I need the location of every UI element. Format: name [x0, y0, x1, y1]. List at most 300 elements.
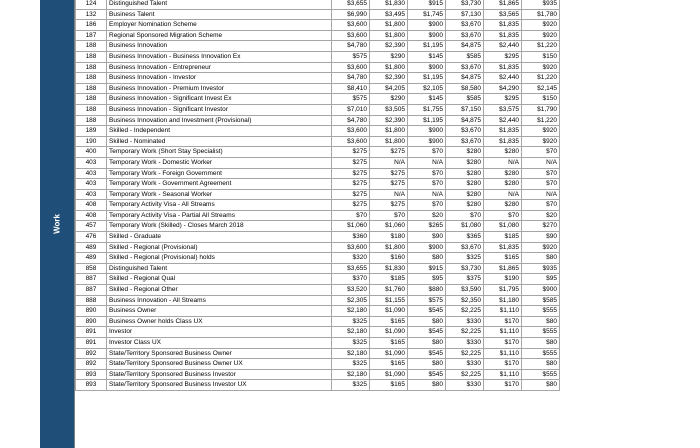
fee-cell: $370 [332, 274, 370, 285]
fee-cell: $1,080 [484, 221, 522, 232]
subclass-cell: 888 [76, 295, 107, 306]
fee-cell: $900 [408, 136, 446, 147]
fee-cell: $900 [408, 20, 446, 31]
visa-name-cell: Business Innovation - Premium Investor [107, 83, 332, 94]
fee-cell: $150 [522, 94, 560, 105]
fee-cell: $80 [408, 380, 446, 391]
fee-cell: $1,835 [484, 242, 522, 253]
fee-cell: $280 [484, 168, 522, 179]
fee-cell: $375 [446, 274, 484, 285]
fee-cell: $80 [522, 359, 560, 370]
subclass-cell: 893 [76, 369, 107, 380]
subclass-cell: 186 [76, 20, 107, 31]
fee-cell: $70 [522, 168, 560, 179]
fee-cell: $80 [522, 253, 560, 264]
table-row [76, 221, 560, 232]
table-row [76, 200, 560, 211]
fee-cell: $185 [370, 274, 408, 285]
fee-cell: $170 [484, 338, 522, 349]
fee-cell: $280 [446, 157, 484, 168]
fee-cell: $915 [408, 263, 446, 274]
fee-cell: $2,180 [332, 327, 370, 338]
table-row [76, 306, 560, 317]
fee-cell: $4,875 [446, 115, 484, 126]
fee-cell: $185 [484, 232, 522, 243]
subclass-cell: 457 [76, 221, 107, 232]
fee-cell: $6,990 [332, 9, 370, 20]
fee-cell: N/A [484, 157, 522, 168]
fee-cell: $1,060 [332, 221, 370, 232]
subclass-cell: 891 [76, 327, 107, 338]
fee-cell: $280 [446, 168, 484, 179]
fee-cell: $4,780 [332, 73, 370, 84]
table-row [76, 295, 560, 306]
subclass-cell: 188 [76, 104, 107, 115]
fee-cell: $3,600 [332, 62, 370, 73]
fee-cell: $545 [408, 306, 446, 317]
fee-cell: $7,130 [446, 9, 484, 20]
fee-cell: $160 [370, 253, 408, 264]
fee-cell: $330 [446, 359, 484, 370]
fee-cell: $3,520 [332, 285, 370, 296]
fee-cell: $70 [408, 147, 446, 158]
fee-cell: $1,180 [484, 295, 522, 306]
fee-cell: $1,220 [522, 73, 560, 84]
fee-cell: $70 [484, 210, 522, 221]
table-row [76, 168, 560, 179]
subclass-cell: 403 [76, 189, 107, 200]
fee-cell: $545 [408, 348, 446, 359]
fee-cell: $900 [408, 126, 446, 137]
fee-cell: $170 [484, 359, 522, 370]
fee-cell: $1,830 [370, 263, 408, 274]
fee-cell: $3,590 [446, 285, 484, 296]
visa-fee-table [75, 0, 560, 391]
visa-name-cell: Business Innovation - Entrepreneur [107, 62, 332, 73]
subclass-cell: 403 [76, 179, 107, 190]
fee-cell: $920 [522, 62, 560, 73]
fee-cell: $275 [370, 200, 408, 211]
category-cell [40, 0, 75, 448]
fee-cell: $1,760 [370, 285, 408, 296]
fee-cell: $3,505 [370, 104, 408, 115]
fee-cell: $4,780 [332, 115, 370, 126]
fee-cell: $1,800 [370, 62, 408, 73]
table-row [76, 115, 560, 126]
fee-cell: $3,730 [446, 263, 484, 274]
fee-cell: $365 [446, 232, 484, 243]
fee-cell: $190 [484, 274, 522, 285]
table-row [76, 104, 560, 115]
visa-name-cell: Skilled - Graduate [107, 232, 332, 243]
fee-cell: $555 [522, 306, 560, 317]
fee-cell: $265 [408, 221, 446, 232]
fee-cell: $3,670 [446, 126, 484, 137]
subclass-cell: 489 [76, 242, 107, 253]
fee-cell: $3,655 [332, 263, 370, 274]
fee-cell: $3,575 [484, 104, 522, 115]
fee-cell: $330 [446, 338, 484, 349]
fee-cell: $1,110 [484, 306, 522, 317]
visa-name-cell: Skilled - Regional Other [107, 285, 332, 296]
fee-cell: $275 [370, 168, 408, 179]
fee-cell: $1,155 [370, 295, 408, 306]
fee-cell: $4,875 [446, 73, 484, 84]
fee-cell: $4,780 [332, 41, 370, 52]
visa-name-cell: Business Owner [107, 306, 332, 317]
visa-name-cell: Business Innovation - Business Innovation Ex [107, 51, 332, 62]
subclass-cell: 890 [76, 316, 107, 327]
fee-cell: N/A [370, 189, 408, 200]
table-row [76, 263, 560, 274]
fee-cell: $1,745 [408, 9, 446, 20]
visa-name-cell: Employer Nomination Scheme [107, 20, 332, 31]
fee-cell: $900 [522, 285, 560, 296]
visa-name-cell: Temporary Work - Domestic Worker [107, 157, 332, 168]
fee-cell: $2,350 [446, 295, 484, 306]
table-row [76, 147, 560, 158]
fee-cell: $1,060 [370, 221, 408, 232]
fee-cell: $2,305 [332, 295, 370, 306]
subclass-cell: 400 [76, 147, 107, 158]
fee-cell: $1,835 [484, 30, 522, 41]
fee-cell: $1,090 [370, 327, 408, 338]
subclass-cell: 190 [76, 136, 107, 147]
category-label: Work [52, 214, 62, 234]
table-row [76, 179, 560, 190]
fee-cell: $1,835 [484, 20, 522, 31]
fee-cell: $70 [370, 210, 408, 221]
visa-name-cell: Investor [107, 327, 332, 338]
fee-cell: $3,730 [446, 0, 484, 9]
fee-cell: $70 [522, 147, 560, 158]
fee-cell: $900 [408, 62, 446, 73]
fee-cell: $1,195 [408, 73, 446, 84]
table-row [76, 316, 560, 327]
fee-cell: $295 [484, 51, 522, 62]
fee-cell: $275 [332, 157, 370, 168]
visa-name-cell: Temporary Activity Visa - All Streams [107, 200, 332, 211]
table-row [76, 20, 560, 31]
subclass-cell: 892 [76, 348, 107, 359]
fee-cell: $2,180 [332, 348, 370, 359]
fee-cell: $325 [332, 316, 370, 327]
fee-cell: N/A [408, 157, 446, 168]
fee-cell: $1,800 [370, 242, 408, 253]
fee-cell: $900 [408, 30, 446, 41]
subclass-cell: 188 [76, 51, 107, 62]
fee-cell: $2,145 [522, 83, 560, 94]
fee-cell: $1,830 [370, 0, 408, 9]
fee-cell: $275 [332, 200, 370, 211]
fee-cell: $1,865 [484, 0, 522, 9]
fee-cell: $90 [408, 232, 446, 243]
visa-name-cell: Investor Class UX [107, 338, 332, 349]
fee-cell: $2,180 [332, 369, 370, 380]
fee-cell: $320 [332, 253, 370, 264]
fee-cell: $1,755 [408, 104, 446, 115]
subclass-cell: 891 [76, 338, 107, 349]
table-body [76, 0, 560, 390]
fee-cell: $3,600 [332, 20, 370, 31]
table-row [76, 380, 560, 391]
table-row [76, 189, 560, 200]
fee-cell: $280 [484, 147, 522, 158]
fee-cell: $2,390 [370, 41, 408, 52]
fee-cell: $3,495 [370, 9, 408, 20]
fee-cell: $2,440 [484, 115, 522, 126]
fee-cell: $7,150 [446, 104, 484, 115]
fee-cell: $20 [408, 210, 446, 221]
fee-cell: $575 [332, 51, 370, 62]
fee-cell: $2,225 [446, 327, 484, 338]
fee-cell: $20 [522, 210, 560, 221]
visa-name-cell: Temporary Work - Government Agreement [107, 179, 332, 190]
fee-cell: N/A [522, 157, 560, 168]
visa-name-cell: Business Owner holds Class UX [107, 316, 332, 327]
table-row [76, 41, 560, 52]
fee-cell: $880 [408, 285, 446, 296]
table-row [76, 83, 560, 94]
fee-cell: $165 [370, 380, 408, 391]
subclass-cell: 887 [76, 285, 107, 296]
visa-name-cell: Temporary Work (Short Stay Specialist) [107, 147, 332, 158]
subclass-cell: 188 [76, 94, 107, 105]
fee-cell: $70 [446, 210, 484, 221]
fee-cell: $4,875 [446, 41, 484, 52]
table-row [76, 94, 560, 105]
fee-cell: $325 [446, 253, 484, 264]
fee-cell: $165 [370, 316, 408, 327]
fee-cell: $275 [332, 189, 370, 200]
table-row [76, 0, 560, 9]
fee-cell: $920 [522, 20, 560, 31]
table-row [76, 9, 560, 20]
fee-cell: $3,600 [332, 136, 370, 147]
fee-cell: $145 [408, 94, 446, 105]
visa-name-cell: Temporary Work (Skilled) - Closes March 2018 [107, 221, 332, 232]
subclass-cell: 124 [76, 0, 107, 9]
table-row [76, 51, 560, 62]
fee-cell: $70 [408, 168, 446, 179]
fee-cell: $150 [522, 51, 560, 62]
visa-name-cell: Skilled - Nominated [107, 136, 332, 147]
fee-cell: $935 [522, 263, 560, 274]
table-row [76, 338, 560, 349]
fee-cell: $920 [522, 30, 560, 41]
fee-cell: $2,390 [370, 73, 408, 84]
fee-cell: N/A [484, 189, 522, 200]
visa-name-cell: Distinguished Talent [107, 263, 332, 274]
table-row [76, 348, 560, 359]
table-row [76, 242, 560, 253]
subclass-cell: 188 [76, 62, 107, 73]
visa-name-cell: Skilled - Independent [107, 126, 332, 137]
fee-cell: $275 [332, 179, 370, 190]
fee-cell: $4,290 [484, 83, 522, 94]
fee-cell: $275 [370, 147, 408, 158]
fee-cell: $70 [408, 200, 446, 211]
fee-cell: $585 [446, 94, 484, 105]
fee-cell: $585 [522, 295, 560, 306]
fee-cell: $80 [408, 253, 446, 264]
fee-cell: $1,080 [446, 221, 484, 232]
fee-cell: $1,835 [484, 136, 522, 147]
subclass-cell: 476 [76, 232, 107, 243]
visa-name-cell: Business Innovation - Significant Investor [107, 104, 332, 115]
fee-cell: $3,670 [446, 20, 484, 31]
fee-cell: $1,835 [484, 126, 522, 137]
fee-cell: $3,600 [332, 126, 370, 137]
table-row [76, 30, 560, 41]
visa-name-cell: Business Innovation - Investor [107, 73, 332, 84]
fee-cell: $290 [370, 51, 408, 62]
visa-name-cell: State/Territory Sponsored Business Owner UX [107, 359, 332, 370]
subclass-cell: 892 [76, 359, 107, 370]
fee-cell: $575 [332, 94, 370, 105]
fee-cell: $8,410 [332, 83, 370, 94]
fee-cell: $325 [332, 380, 370, 391]
table-row [76, 327, 560, 338]
fee-cell: $1,865 [484, 263, 522, 274]
subclass-cell: 188 [76, 41, 107, 52]
fee-cell: $7,010 [332, 104, 370, 115]
fee-cell: $280 [484, 200, 522, 211]
visa-name-cell: State/Territory Sponsored Business Investor UX [107, 380, 332, 391]
fee-cell: $1,800 [370, 20, 408, 31]
table-row [76, 369, 560, 380]
fee-cell: $1,795 [484, 285, 522, 296]
fee-cell: $165 [370, 359, 408, 370]
visa-name-cell: Business Innovation [107, 41, 332, 52]
fee-cell: $325 [332, 338, 370, 349]
fee-cell: $2,225 [446, 369, 484, 380]
fee-cell: $915 [408, 0, 446, 9]
subclass-cell: 403 [76, 157, 107, 168]
fee-cell: $2,225 [446, 306, 484, 317]
fee-cell: $295 [484, 94, 522, 105]
fee-cell: $70 [522, 179, 560, 190]
subclass-cell: 189 [76, 126, 107, 137]
fee-cell: $1,195 [408, 41, 446, 52]
fee-cell: $4,205 [370, 83, 408, 94]
fee-cell: $3,670 [446, 30, 484, 41]
fee-cell: $3,670 [446, 242, 484, 253]
subclass-cell: 408 [76, 200, 107, 211]
fee-cell: N/A [522, 189, 560, 200]
table-row [76, 62, 560, 73]
fee-cell: $1,220 [522, 115, 560, 126]
subclass-cell: 890 [76, 306, 107, 317]
fee-cell: $1,220 [522, 41, 560, 52]
visa-name-cell: Distinguished Talent [107, 0, 332, 9]
fee-cell: $360 [332, 232, 370, 243]
fee-cell: $80 [522, 338, 560, 349]
fee-cell: $555 [522, 369, 560, 380]
visa-name-cell: Temporary Work - Seasonal Worker [107, 189, 332, 200]
fee-cell: $2,105 [408, 83, 446, 94]
fee-cell: $3,600 [332, 242, 370, 253]
fee-cell: N/A [408, 189, 446, 200]
fee-cell: $555 [522, 348, 560, 359]
fee-cell: $935 [522, 0, 560, 9]
fee-cell: $2,180 [332, 306, 370, 317]
fee-cell: $90 [522, 232, 560, 243]
fee-cell: $575 [408, 295, 446, 306]
fee-cell: $1,800 [370, 126, 408, 137]
fee-cell: $2,440 [484, 41, 522, 52]
table-row [76, 359, 560, 370]
subclass-cell: 188 [76, 83, 107, 94]
fee-cell: $1,195 [408, 115, 446, 126]
fee-cell: $80 [408, 316, 446, 327]
fee-cell: $1,090 [370, 306, 408, 317]
visa-name-cell: Business Innovation - Significant Invest Ex [107, 94, 332, 105]
fee-cell: $280 [484, 179, 522, 190]
fee-cell: $2,225 [446, 348, 484, 359]
subclass-cell: 187 [76, 30, 107, 41]
fee-cell: $2,390 [370, 115, 408, 126]
fee-cell: $280 [446, 179, 484, 190]
subclass-cell: 408 [76, 210, 107, 221]
fee-cell: $290 [370, 94, 408, 105]
fee-cell: $70 [408, 179, 446, 190]
fee-cell: $920 [522, 242, 560, 253]
table-row [76, 157, 560, 168]
visa-name-cell: State/Territory Sponsored Business Investor [107, 369, 332, 380]
fee-cell: $80 [522, 380, 560, 391]
subclass-cell: 489 [76, 253, 107, 264]
fee-cell: $555 [522, 327, 560, 338]
visa-name-cell: Business Talent [107, 9, 332, 20]
fee-cell: $80 [522, 316, 560, 327]
fee-cell: $80 [408, 338, 446, 349]
table-row [76, 136, 560, 147]
fee-cell: $545 [408, 369, 446, 380]
visa-name-cell: Temporary Activity Visa - Partial All Streams [107, 210, 332, 221]
subclass-cell: 403 [76, 168, 107, 179]
fee-cell: N/A [370, 157, 408, 168]
visa-name-cell: State/Territory Sponsored Business Owner [107, 348, 332, 359]
visa-name-cell: Skilled - Regional (Provisional) holds [107, 253, 332, 264]
visa-name-cell: Skilled - Regional (Provisional) [107, 242, 332, 253]
visa-name-cell: Business Innovation and Investment (Provisional) [107, 115, 332, 126]
subclass-cell: 887 [76, 274, 107, 285]
fee-cell: $1,110 [484, 327, 522, 338]
fee-cell: $275 [332, 147, 370, 158]
fee-cell: $920 [522, 126, 560, 137]
table-row [76, 126, 560, 137]
fee-cell: $3,565 [484, 9, 522, 20]
fee-cell: $95 [522, 274, 560, 285]
fee-cell: $1,780 [522, 9, 560, 20]
fee-cell: $165 [484, 253, 522, 264]
fee-cell: $1,790 [522, 104, 560, 115]
subclass-cell: 893 [76, 380, 107, 391]
fee-cell: $165 [370, 338, 408, 349]
fee-cell: $170 [484, 316, 522, 327]
fee-cell: $95 [408, 274, 446, 285]
fee-cell: $70 [332, 210, 370, 221]
fee-cell: $545 [408, 327, 446, 338]
fee-cell: $270 [522, 221, 560, 232]
fee-cell: $3,600 [332, 30, 370, 41]
visa-name-cell: Skilled - Regional Qual [107, 274, 332, 285]
visa-name-cell: Business Innovation - All Streams [107, 295, 332, 306]
visa-name-cell: Temporary Work - Foreign Government [107, 168, 332, 179]
fee-cell: $330 [446, 380, 484, 391]
table-row [76, 73, 560, 84]
